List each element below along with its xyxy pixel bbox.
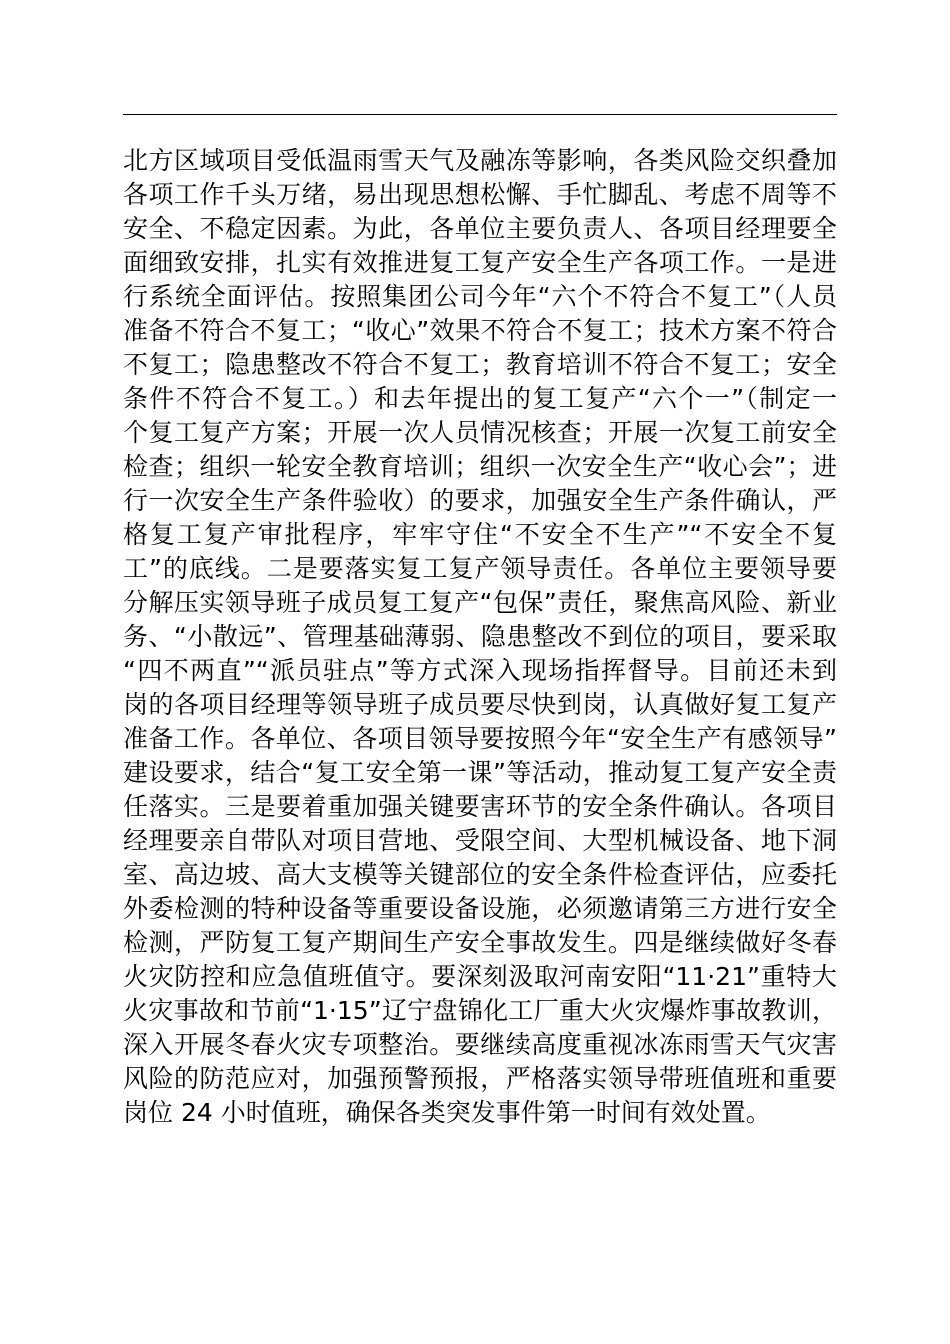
body-paragraph	[123, 144, 837, 1130]
text-line: 各项工作千头万绪，易出现思想松懈、手忙脚乱、考虑不周等不	[123, 180, 837, 209]
text-line: 经理要亲自带队对项目营地、受限空间、大型机械设备、地下洞	[123, 826, 837, 855]
text-line: 室、高边坡、高大支模等关键部位的安全条件检查评估，应委托	[123, 860, 837, 889]
text-line: 个复工复产方案；开展一次人员情况核查；开展一次复工前安全	[123, 418, 837, 447]
text-line: 风险的防范应对，加强预警预报，严格落实领导带班值班和重要	[123, 1064, 837, 1093]
header-rule	[123, 114, 837, 115]
text-line: 不复工；隐患整改不符合不复工；教育培训不符合不复工；安全	[123, 350, 837, 379]
text-line: 行系统全面评估。按照集团公司今年“六个不符合不复工”（人员	[123, 282, 837, 311]
text-line: 条件不符合不复工。）和去年提出的复工复产“六个一”（制定一	[123, 384, 837, 413]
text-line: 外委检测的特种设备等重要设备设施，必须邀请第三方进行安全	[123, 894, 837, 923]
text-line: “四不两直”“派员驻点”等方式深入现场指挥督导。目前还未到	[123, 656, 837, 685]
text-line: 检查；组织一轮安全教育培训；组织一次安全生产“收心会”；进	[123, 452, 837, 481]
text-line: 岗位 24 小时值班，确保各类突发事件第一时间有效处置。	[123, 1098, 771, 1127]
text-line: 行一次安全生产条件验收）的要求，加强安全生产条件确认，严	[123, 486, 837, 515]
text-line: 火灾防控和应急值班值守。要深刻汲取河南安阳“11·21”重特大	[123, 962, 837, 991]
text-line: 检测，严防复工复产期间生产安全事故发生。四是继续做好冬春	[123, 928, 837, 957]
text-line: 准备不符合不复工；“收心”效果不符合不复工；技术方案不符合	[123, 316, 837, 345]
text-line: 火灾事故和节前“1·15”辽宁盘锦化工厂重大火灾爆炸事故教训，	[123, 996, 837, 1025]
text-line: 岗的各项目经理等领导班子成员要尽快到岗，认真做好复工复产	[123, 690, 837, 719]
text-line: 北方区域项目受低温雨雪天气及融冻等影响，各类风险交织叠加	[123, 146, 837, 175]
text-line: 准备工作。各单位、各项目领导要按照今年“安全生产有感领导”	[123, 724, 837, 753]
text-line: 务、“小散远”、管理基础薄弱、隐患整改不到位的项目，要采取	[123, 622, 837, 651]
text-line: 分解压实领导班子成员复工复产“包保”责任，聚焦高风险、新业	[123, 588, 837, 617]
text-line: 任落实。三是要着重加强关键要害环节的安全条件确认。各项目	[123, 792, 837, 821]
text-line: 格复工复产审批程序，牢牢守住“不安全不生产”“不安全不复	[123, 520, 837, 549]
text-line: 安全、不稳定因素。为此，各单位主要负责人、各项目经理要全	[123, 214, 837, 243]
text-line: 面细致安排，扎实有效推进复工复产安全生产各项工作。一是进	[123, 248, 837, 277]
text-line: 工”的底线。二是要落实复工复产领导责任。各单位主要领导要	[123, 554, 837, 583]
text-line: 深入开展冬春火灾专项整治。要继续高度重视冰冻雨雪天气灾害	[123, 1030, 837, 1059]
text-line: 建设要求，结合“复工安全第一课”等活动，推动复工复产安全责	[123, 758, 837, 787]
